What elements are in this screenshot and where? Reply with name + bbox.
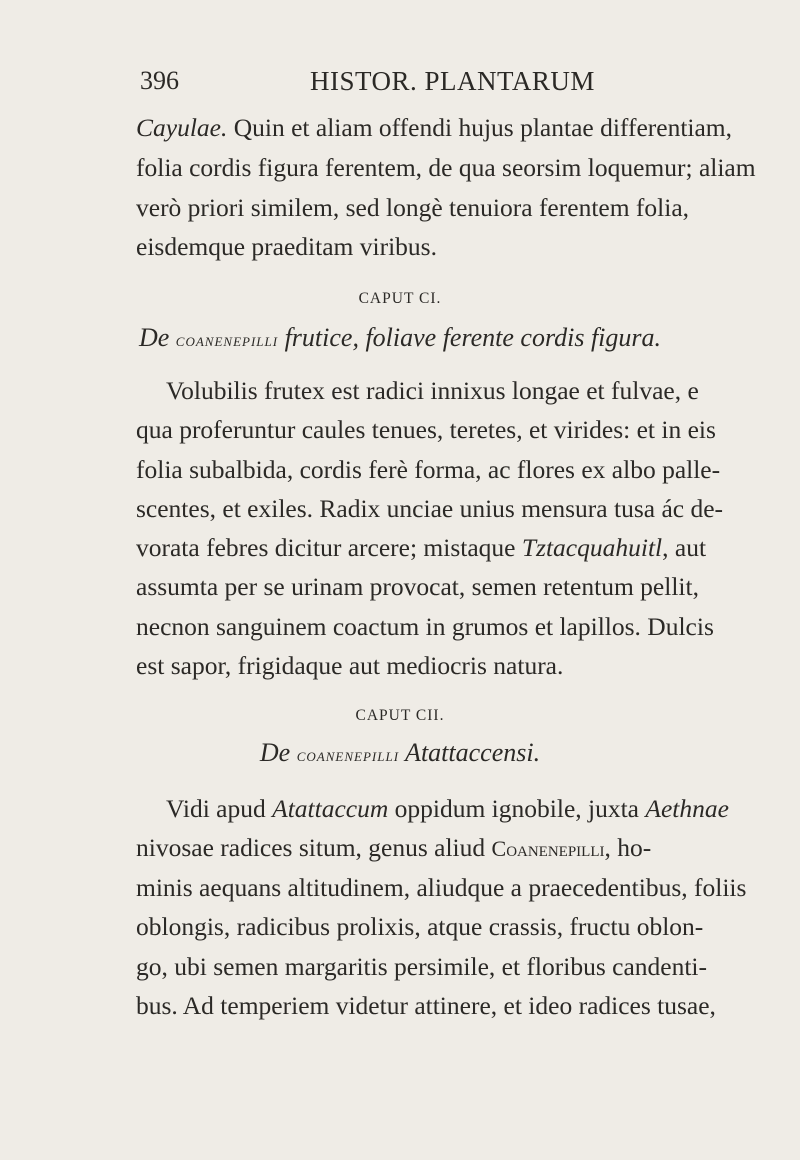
intro-line-4: eisdemque praeditam viribus. [136,232,437,261]
chapter-101-line-5-a: vorata febres dicitur arcere; mistaque [136,533,522,562]
chapter-101-line-1: Volubilis frutex est radici innixus longae et fulvae, e [166,376,699,405]
intro-word-cayulae: Cayulae. [136,113,228,142]
page-header [0,66,800,102]
chapter-102-line-1-a: Vidi apud [166,794,273,823]
running-title: HISTOR. PLANTARUM [310,66,595,96]
chapter-102-heading-de: De [259,738,297,767]
chapter-101-line-8: est sapor, frigidaque aut mediocris natura. [136,651,564,680]
chapter-101-word-tztacquahuitl: Tztacquahuitl [521,533,663,562]
chapter-102-caput: CAPUT CII. [355,707,445,724]
intro-line-2: folia cordis figura ferentem, de qua seorsim loquemur; aliam [136,153,756,182]
chapter-101-heading-rest: frutice, foliave ferente cordis figura. [278,323,662,352]
chapter-101-line-5 [136,532,706,564]
chapter-102-line-1-c: oppidum ignobile, juxta [388,794,646,823]
chapter-102-word-coanenepilli: Coanenepilli [491,836,605,861]
chapter-102-word-atattaccum: Atattaccum [272,794,389,823]
chapter-101-line-5-c: , aut [662,533,707,562]
chapter-102-line-3: minis aequans altitudinem, aliudque a praecedentibus, foliis [136,873,747,902]
chapter-102-line-2-a: nivosae radices situm, genus aliud [136,833,492,862]
chapter-102-line-2-c: , ho- [604,833,652,862]
chapter-102-heading [0,738,800,768]
chapter-101-heading-de: De [138,323,176,352]
chapter-102-line-5: go, ubi semen margaritis persimile, et floribus candenti- [136,952,708,981]
chapter-102-heading-rest: Atattaccensi. [399,738,541,767]
intro-line-1-text: Quin et aliam offendi hujus plantae differentiam, [227,113,733,142]
chapter-101-caput: CAPUT CI. [358,290,442,307]
page-number: 396 [140,66,179,95]
chapter-102-line-4: oblongis, radicibus prolixis, atque crassis, fructu oblon- [136,912,704,941]
chapter-102-heading-plant: coanenepilli [296,745,400,766]
intro-line-1 [136,112,732,144]
chapter-102-line-2 [136,832,651,865]
chapter-101-line-2: qua proferuntur caules tenues, teretes, et virides: et in eis [136,415,716,444]
intro-line-3: verò priori similem, sed longè tenuiora ferentem folia, [136,193,690,222]
chapter-102-line-6: bus. Ad temperiem videtur attinere, et ideo radices tusae, [136,991,716,1020]
chapter-101-heading-plant: coanenepilli [175,330,279,351]
chapter-101-line-4: scentes, et exiles. Radix unciae unius mensura tusa ác de- [136,494,724,523]
chapter-101-line-7: necnon sanguinem coactum in grumos et lapillos. Dulcis [136,612,714,641]
chapter-102-word-aethnae: Aethnae [645,794,729,823]
chapter-101-line-3: folia subalbida, cordis ferè forma, ac flores ex albo palle- [136,455,721,484]
chapter-101-heading [0,323,800,353]
chapter-102-line-1 [166,793,729,825]
chapter-101-line-6: assumta per se urinam provocat, semen retentum pellit, [136,572,699,601]
